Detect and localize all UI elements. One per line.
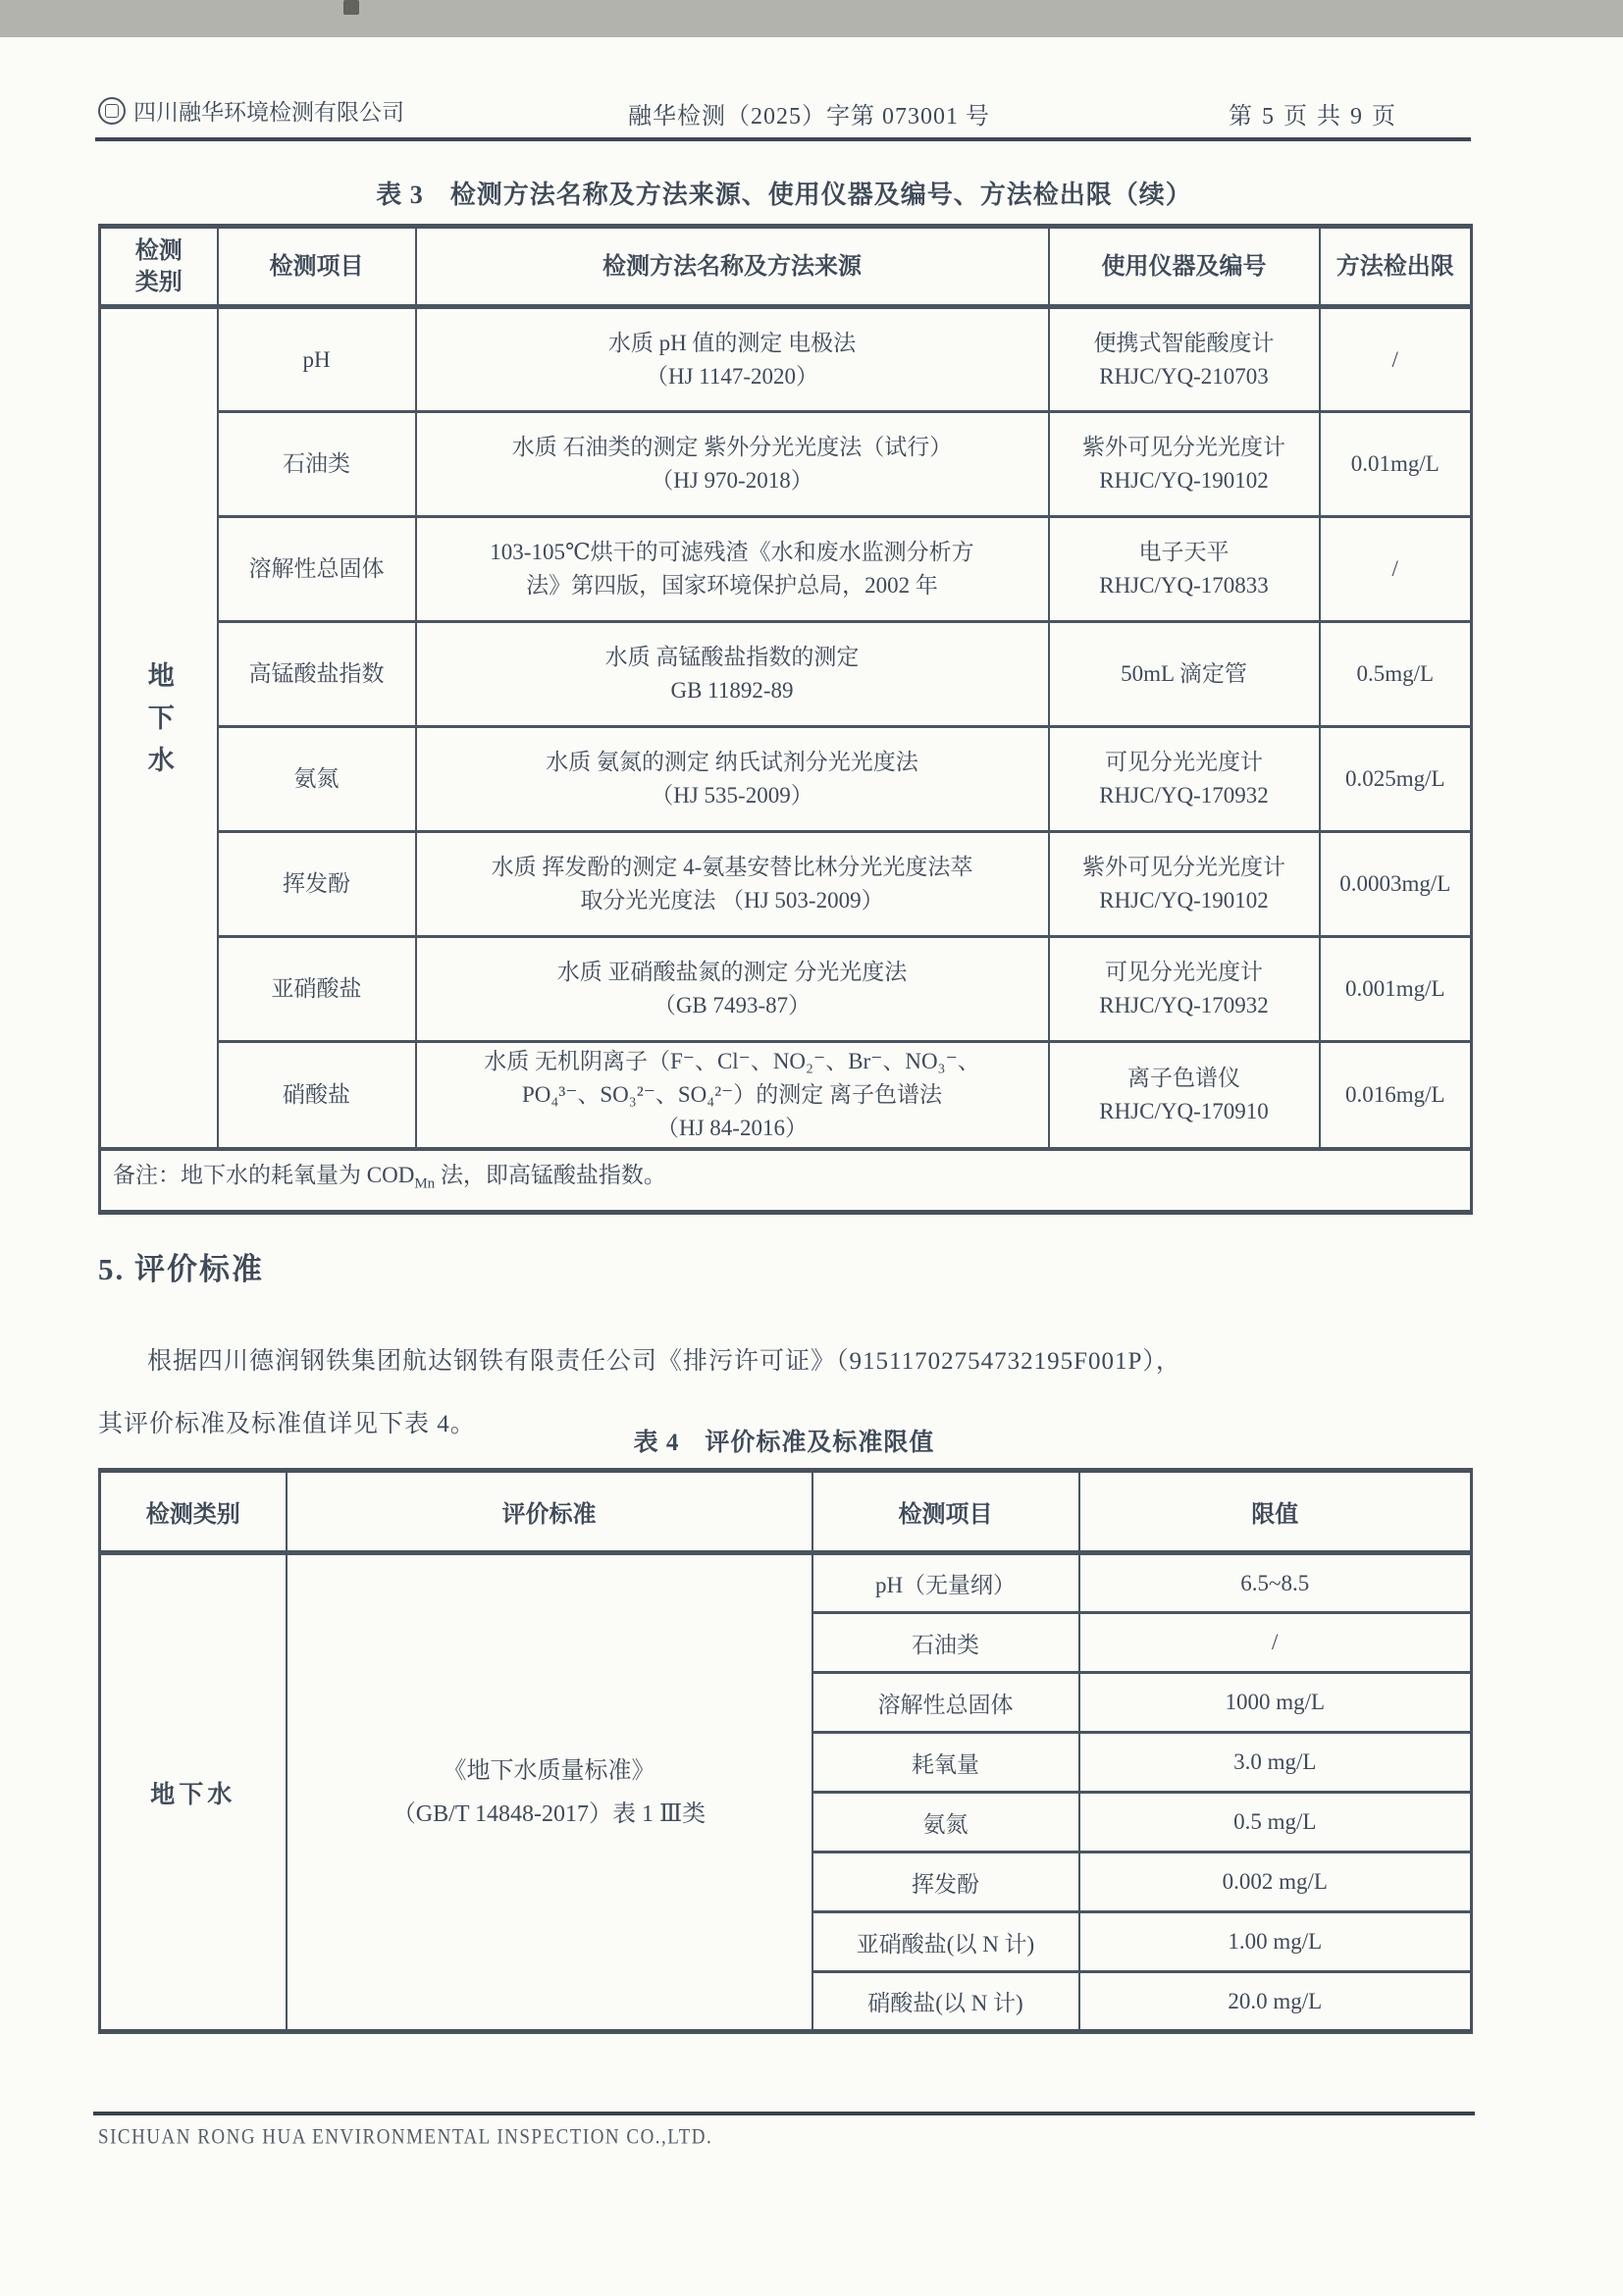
table4-standard-cell: 《地下水质量标准》 （GB/T 14848-2017）表 1 Ⅲ类	[287, 1553, 812, 2032]
instrument-cell: 可见分光光度计 RHJC/YQ-170932	[1049, 937, 1320, 1042]
instrument-cell: 电子天平 RHJC/YQ-170833	[1049, 517, 1320, 622]
table4-header-item: 检测项目	[812, 1471, 1079, 1553]
item-cell: 挥发酚	[812, 1852, 1079, 1912]
table4-category-cell: 地下水	[100, 1553, 287, 2032]
table3-note	[100, 1149, 1472, 1212]
header-doc-number: 融华检测（2025）字第 073001 号	[628, 104, 990, 130]
item-cell: 氨氮	[812, 1793, 1079, 1852]
instrument-cell: 50mL 滴定管	[1049, 622, 1320, 727]
note-subscript: Mn	[414, 1176, 436, 1193]
header-company	[98, 94, 404, 127]
table4-header-category: 检测类别	[100, 1471, 287, 1553]
table4-header-row	[100, 1471, 1472, 1553]
limit-cell: /	[1320, 517, 1472, 622]
limit-cell: 0.016mg/L	[1320, 1042, 1472, 1150]
method-cell: 103-105℃烘干的可滤残渣《水和废水监测分析方 法》第四版，国家环境保护总局，2002 年	[416, 517, 1049, 622]
section5-heading: 5. 评价标准	[98, 1252, 264, 1286]
table4-header-limit: 限值	[1079, 1471, 1472, 1553]
item-cell: 氨氮	[218, 727, 416, 832]
category-label: 地下水	[143, 660, 174, 788]
section5-paragraph: 根据四川德润钢铁集团航达钢铁有限责任公司《排污许可证》（91511702754732195F001P）， 其评价标准及标准值详见下表 4。	[98, 1348, 1181, 1437]
item-cell: 耗氧量	[812, 1733, 1079, 1793]
table3	[98, 224, 1473, 1215]
item-cell: 亚硝酸盐	[218, 937, 416, 1042]
limit-cell: 0.001mg/L	[1320, 937, 1472, 1042]
method-cell: 水质 亚硝酸盐氮的测定 分光光度法 （GB 7493-87）	[416, 937, 1049, 1042]
method-cell: 水质 石油类的测定 紫外分光光度法（试行） （HJ 970-2018）	[416, 412, 1049, 517]
item-cell: 硝酸盐(以 N 计)	[812, 1972, 1079, 2032]
limit-cell: /	[1079, 1613, 1472, 1673]
table3-title: 表 3 检测方法名称及方法来源、使用仪器及编号、方法检出限（续）	[376, 181, 1192, 209]
instrument-cell: 离子色谱仪 RHJC/YQ-170910	[1049, 1042, 1320, 1150]
table3-category-cell	[100, 307, 218, 1150]
item-cell: pH（无量纲）	[812, 1553, 1079, 1613]
table3-row	[100, 622, 1472, 727]
limit-cell: 0.5 mg/L	[1079, 1793, 1472, 1852]
table3-row	[100, 937, 1472, 1042]
company-name: 四川融华环境检测有限公司	[133, 100, 404, 125]
table4-header-standard: 评价标准	[287, 1471, 812, 1553]
instrument-cell: 便携式智能酸度计 RHJC/YQ-210703	[1049, 307, 1320, 412]
scan-edge-artifact	[0, 0, 1623, 37]
table3-row	[100, 412, 1472, 517]
table3-header-category: 检测 类别	[100, 227, 218, 307]
scan-mark-artifact	[343, 0, 359, 15]
footer-divider	[93, 2112, 1475, 2115]
table3-row	[100, 517, 1472, 622]
table4-title: 表 4 评价标准及标准限值	[633, 1430, 935, 1456]
instrument-cell: 紫外可见分光光度计 RHJC/YQ-190102	[1049, 832, 1320, 937]
method-cell: 水质 高锰酸盐指数的测定 GB 11892-89	[416, 622, 1049, 727]
item-cell: 挥发酚	[218, 832, 416, 937]
item-cell: 硝酸盐	[218, 1042, 416, 1150]
method-cell: 水质 挥发酚的测定 4-氨基安替比林分光光度法萃 取分光光度法 （HJ 503-2009）	[416, 832, 1049, 937]
item-cell: 溶解性总固体	[218, 517, 416, 622]
limit-cell: 6.5~8.5	[1079, 1553, 1472, 1613]
method-cell: 水质 pH 值的测定 电极法 （HJ 1147-2020）	[416, 307, 1049, 412]
limit-cell: /	[1320, 307, 1472, 412]
table4-row	[100, 1553, 1472, 1613]
header-divider	[95, 137, 1471, 141]
limit-cell: 0.5mg/L	[1320, 622, 1472, 727]
limit-cell: 1.00 mg/L	[1079, 1912, 1472, 1972]
item-cell: 溶解性总固体	[812, 1673, 1079, 1733]
table3-header-method: 检测方法名称及方法来源	[416, 227, 1049, 307]
limit-cell: 20.0 mg/L	[1079, 1972, 1472, 2032]
table3-header-row	[100, 227, 1472, 307]
note-text: 备注：地下水的耗氧量为 COD	[113, 1163, 415, 1188]
table3-header-limit: 方法检出限	[1320, 227, 1472, 307]
table3-row	[100, 832, 1472, 937]
limit-cell: 0.002 mg/L	[1079, 1852, 1472, 1912]
limit-cell: 0.025mg/L	[1320, 727, 1472, 832]
table4	[98, 1468, 1473, 2034]
table3-row	[100, 727, 1472, 832]
method-cell: 水质 无机阴离子（F⁻、Cl⁻、NO₂⁻、Br⁻、NO₃⁻、 PO₄³⁻、SO₃²⁻、SO₄²⁻）的测定 离子色谱法 （HJ 84-2016）	[416, 1042, 1049, 1150]
header-page-info: 第 5 页 共 9 页	[1229, 104, 1397, 130]
limit-cell: 1000 mg/L	[1079, 1673, 1472, 1733]
table3-row	[100, 1042, 1472, 1150]
company-logo-icon	[98, 97, 126, 125]
instrument-cell: 可见分光光度计 RHJC/YQ-170932	[1049, 727, 1320, 832]
note-text: 法，即高锰酸盐指数。	[435, 1163, 666, 1188]
item-cell: 石油类	[812, 1613, 1079, 1673]
instrument-cell: 紫外可见分光光度计 RHJC/YQ-190102	[1049, 412, 1320, 517]
limit-cell: 3.0 mg/L	[1079, 1733, 1472, 1793]
method-cell: 水质 氨氮的测定 纳氏试剂分光光度法 （HJ 535-2009）	[416, 727, 1049, 832]
item-cell: 石油类	[218, 412, 416, 517]
table3-header-item: 检测项目	[218, 227, 416, 307]
limit-cell: 0.01mg/L	[1320, 412, 1472, 517]
item-cell: 亚硝酸盐(以 N 计)	[812, 1912, 1079, 1972]
table3-header-instrument: 使用仪器及编号	[1049, 227, 1320, 307]
table3-row	[100, 307, 1472, 412]
table3-note-row	[100, 1149, 1472, 1212]
footer-company-en: SICHUAN RONG HUA ENVIRONMENTAL INSPECTION CO.,LTD.	[98, 2125, 713, 2150]
item-cell: pH	[218, 307, 416, 412]
item-cell: 高锰酸盐指数	[218, 622, 416, 727]
limit-cell: 0.0003mg/L	[1320, 832, 1472, 937]
